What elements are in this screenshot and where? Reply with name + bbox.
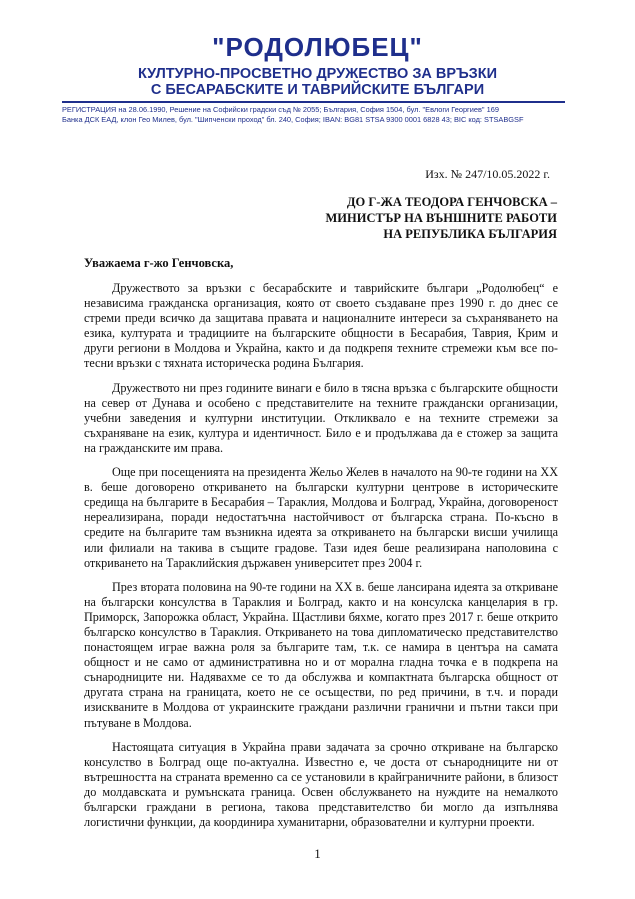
letterhead-divider — [62, 101, 565, 103]
addressee-line: ДО Г-ЖА ТЕОДОРА ГЕНЧОВСКА – — [346, 195, 557, 209]
addressee-line: НА РЕПУБЛИКА БЪЛГАРИЯ — [383, 227, 557, 241]
organization-subtitle-line1: КУЛТУРНО-ПРОСВЕТНО ДРУЖЕСТВО ЗА ВРЪЗКИ — [137, 66, 498, 82]
body-paragraph: Дружеството за връзки с бесарабските и таврийските българи „Родолюбец“ е независима гражданска организация, която от своето създаване през 1990 г. до днес се стреми преди всичко да защитава правата и националните интереси за съхраняването на езика, културата и традициите на българските общности в Бесарабия, Таврия, Крим и други региони в Молдова и Украйна, както и да подкрепя техните стремежи към все по-тесни връзки с тяхната историческа родина България. — [84, 281, 558, 371]
body-paragraph: Още при посещенията на президента Жельо Желев в началото на 90-те години на ХХ в. беше договорено откриването на български културни центрове в историческите средища на българите в Бесарабия – Тараклия, Молдова и Болград, Украйна, договореност нереализирана, поради недостатъчна настойчивост от българска страна. По-късно в средите на българите там възникна идеята за откриването на български висши училища или филиали на такива в същите градове. Тази идея беше реализирана наполовина с откриването на Тараклийския държавен университет през 2004 г. — [84, 465, 558, 570]
bank-info: Банка ДСК ЕАД, клон Гео Милев, бул. "Шипченски проход" бл. 240, София; IBAN: BG81 STSA 9300 0001 6828 43; BIC код: STSABGSF — [62, 115, 524, 124]
body-paragraph: Настоящата ситуация в Украйна прави задачата за срочно откриване на българско консулство в Болград още по-актуална. Известно е, че доста от сънародниците ни от вътрешността на страната временно са се установили в крайграничните райони, в близост до молдавската и румънската граница. Освен обслужването на нуждите на немалкото български граждани в региона, такова представителство би могло да изпълнява логистични функции, да координира хуманитарни, образователни и културни проекти. — [84, 739, 558, 830]
registration-info: РЕГИСТРАЦИЯ на 28.06.1990, Решение на Софийски градски съд № 2055; България, София 1504, бул. "Евлоги Георгиев" 169 — [62, 105, 499, 114]
organization-name: "РОДОЛЮБЕЦ" — [212, 32, 423, 62]
organization-subtitle-line2: С БЕСАРАБСКИТЕ И ТАВРИЙСКИТЕ БЪЛГАРИ — [150, 82, 485, 98]
body-paragraph: Дружеството ни през годините винаги е било в тясна връзка с българските общности на север от Дунава и особено с представителите на техните граждански организации, учебни заведения и културни институции. Откликвало е на техните стремежи за съхраняване на език, култура и идентичност. Било е и продължава да е стожер за защита на гражданските им права. — [84, 380, 558, 455]
reference-number: Изх. № 247/10.05.2022 г. — [425, 167, 550, 181]
salutation: Уважаема г-жо Генчовска, — [84, 256, 234, 270]
body-paragraph: През втората половина на 90-те години на ХХ в. беше лансирана идеята за откриване на български консулства в Тараклия и Болград, както и на консулска канцелария в гр. Приморск, Запорожка област, Украйна. Щастливи бяхме, когато през 2017 г. беше открито българско консулство в Тараклия. Откриването на това дипломатическо представителство понастоящем играе важна роля за българите там, т.к. се намира в центъра на самата общност и не само от административна но и от морална гладна точка е в подкрепа на сънародниците ни. Надявахме се то да обслужва и компактната българска общност от другата страна на границата, което не се осъществи, по ред причини, в т.ч. и поради изискваните в Молдова от украинските граждани различни гранични и пътни такси при пътуване в Молдова. — [84, 579, 558, 730]
addressee-line: МИНИСТЪР НА ВЪНШНИТЕ РАБОТИ — [325, 211, 557, 225]
addressee-block — [326, 194, 558, 242]
letter-body — [84, 281, 558, 839]
page-number: 1 — [314, 846, 321, 861]
